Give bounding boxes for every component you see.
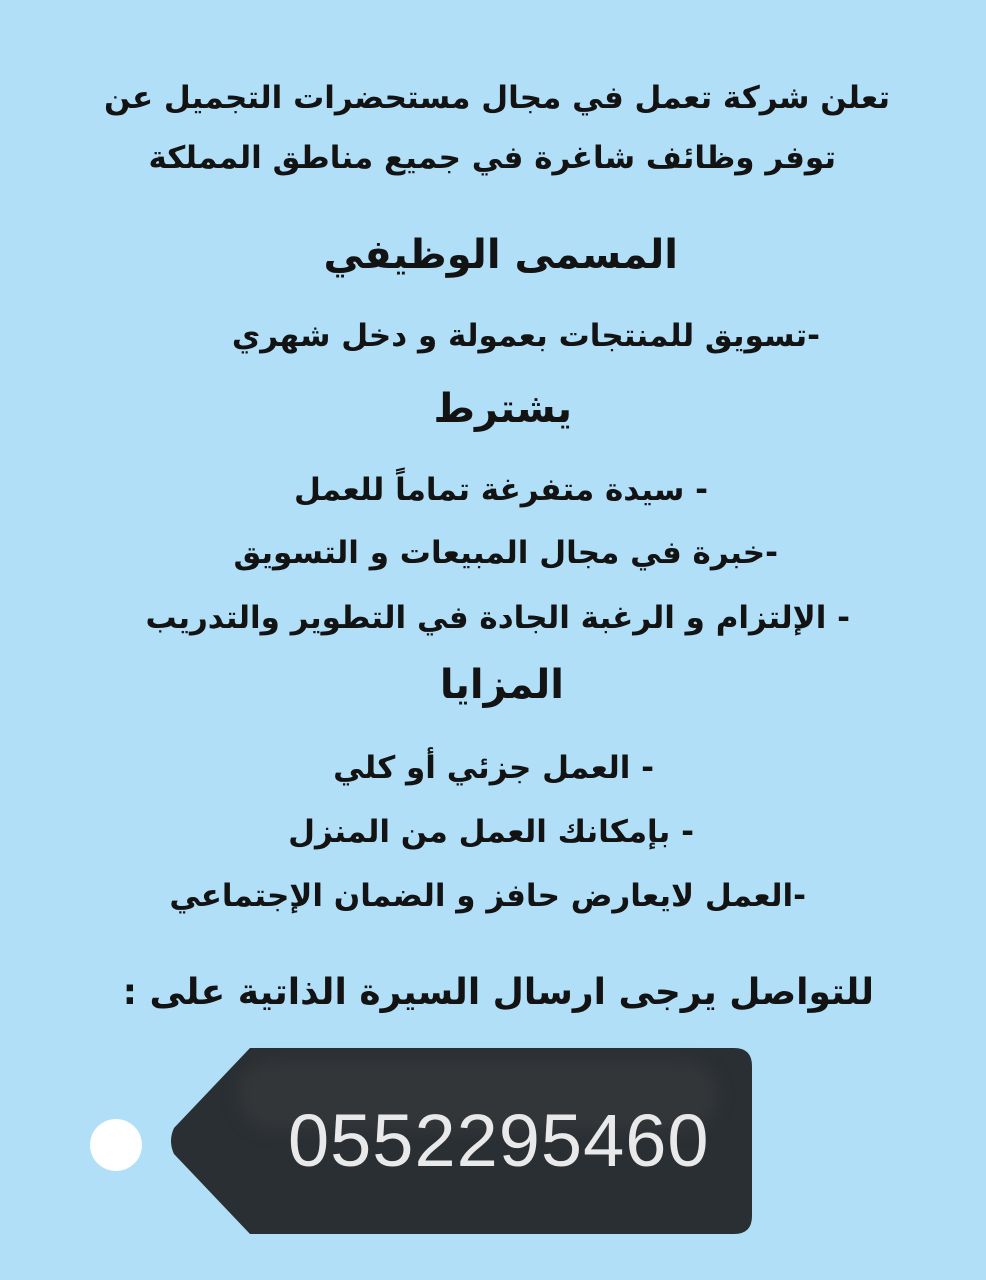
- phone-tag: [168, 1046, 752, 1236]
- requirement-item-2: -خبرة في مجال المبيعات و التسويق: [233, 535, 778, 571]
- contact-text: للتواصل يرجى ارسال السيرة الذاتية على :: [122, 972, 874, 1013]
- benefit-item-1: - العمل جزئي أو كلي: [333, 750, 654, 786]
- benefit-item-2: - بإمكانك العمل من المنزل: [288, 814, 694, 850]
- job-title-heading: المسمى الوظيفي: [323, 232, 678, 278]
- requirement-item-1: - سيدة متفرغة تماماً للعمل: [294, 472, 708, 508]
- benefits-heading: المزايا: [439, 662, 564, 708]
- tag-hole-icon: [90, 1119, 142, 1171]
- job-title-item: -تسويق للمنتجات بعمولة و دخل شهري: [231, 318, 820, 354]
- phone-number: 0552295460: [288, 1099, 710, 1182]
- requirements-heading: يشترط: [433, 386, 572, 432]
- intro-line-1: تعلن شركة تعمل في مجال مستحضرات التجميل عن: [104, 80, 890, 116]
- intro-line-2: توفر وظائف شاغرة في جميع مناطق المملكة: [148, 140, 836, 176]
- requirement-item-3: - الإلتزام و الرغبة الجادة في التطوير والتدريب: [145, 600, 850, 636]
- benefit-item-3: -العمل لايعارض حافز و الضمان الإجتماعي: [169, 878, 806, 914]
